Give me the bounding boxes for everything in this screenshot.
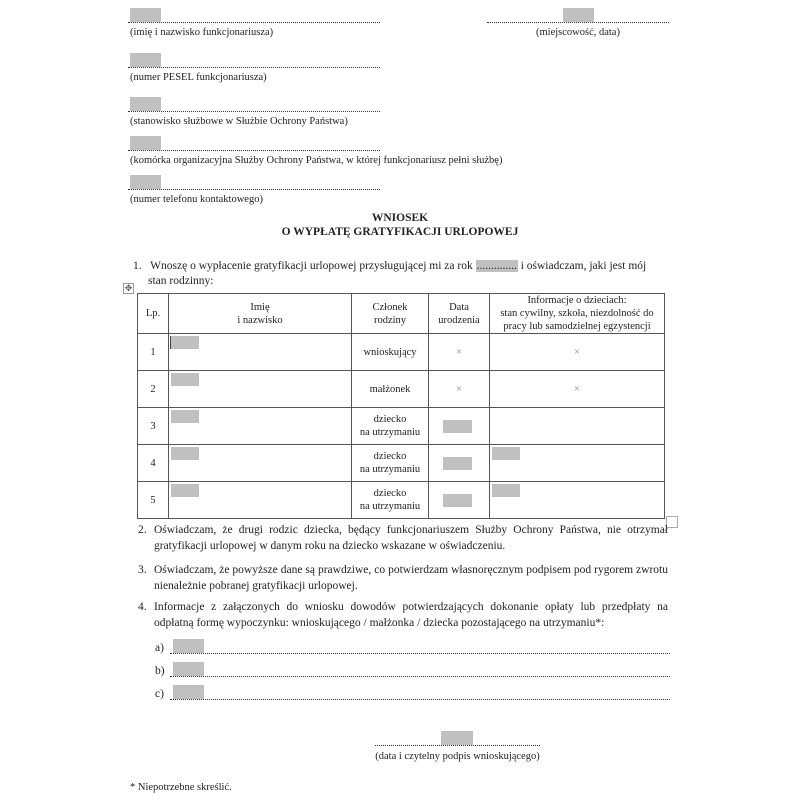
cell-fill-marker[interactable] [171, 373, 199, 386]
cell-dob[interactable] [429, 408, 490, 445]
point-1 [133, 258, 668, 274]
table-row [138, 334, 665, 371]
cell-name[interactable] [169, 408, 352, 445]
point-4 [138, 599, 668, 631]
field-line [128, 67, 380, 68]
attachment-line [170, 676, 670, 677]
field-fill-marker[interactable] [130, 136, 161, 150]
cell-lp: 3 [138, 408, 169, 445]
header-info: Informacje o dzieciach: stan cywilny, szkoła, niezdolność do pracy lub samodzielnej egzystencji [490, 294, 665, 334]
footnote: * Niepotrzebne skreślić. [130, 782, 232, 793]
point-text: Oświadczam, że powyższe dane są prawdziwe, co potwierdzam własnoręcznym podpisem pod rygorem zwrotu nienależnie pobranej gratyfikacji urlopowej. [154, 564, 668, 592]
cell-info: × [490, 371, 665, 408]
signature-fill-marker[interactable] [441, 731, 473, 745]
table-row [138, 408, 665, 445]
signature-line [375, 745, 540, 746]
field-fill-marker[interactable] [563, 8, 594, 22]
cell-dob: × [429, 371, 490, 408]
field-line [128, 111, 380, 112]
point-number: 4. [138, 601, 147, 613]
cell-fill-marker[interactable] [171, 447, 199, 460]
table-header-row [138, 294, 665, 334]
cell-fill-marker[interactable] [492, 484, 520, 497]
document-title-line2: O WYPŁATĘ GRATYFIKACJI URLOPOWEJ [281, 226, 519, 238]
cell-member: dziecko na utrzymaniu [352, 482, 429, 519]
cell-fill-marker[interactable] [171, 484, 199, 497]
attachment-fill-marker[interactable] [173, 662, 204, 676]
point-number: 3. [138, 564, 147, 576]
cell-name[interactable] [169, 482, 352, 519]
field-fill-marker[interactable] [130, 53, 161, 67]
point-1-continuation: stan rodzinny: [148, 275, 214, 287]
field-caption: (numer PESEL funkcjonariusza) [130, 72, 267, 83]
text-cursor [170, 336, 171, 349]
header-member: Członek rodziny [352, 294, 429, 334]
cell-lp: 4 [138, 445, 169, 482]
header-dob: Data urodzenia [429, 294, 490, 334]
cell-fill-marker[interactable] [171, 336, 199, 349]
field-line [128, 189, 380, 190]
field-caption: (numer telefonu kontaktowego) [130, 194, 263, 205]
attachment-label: c) [155, 688, 164, 700]
field-line [487, 22, 669, 23]
table-row [138, 445, 665, 482]
cell-member: dziecko na utrzymaniu [352, 445, 429, 482]
cell-dob[interactable] [429, 445, 490, 482]
cell-fill-marker[interactable] [443, 457, 472, 470]
field-caption: (imię i nazwisko funkcjonariusza) [130, 27, 274, 38]
document-title-line1: WNIOSEK [371, 212, 429, 224]
signature-caption: (data i czytelny podpis wnioskującego) [375, 751, 540, 762]
cell-lp: 2 [138, 371, 169, 408]
year-field[interactable]: .............. [476, 260, 517, 272]
cell-member: wnioskujący [352, 334, 429, 371]
point-number: 2. [138, 524, 147, 536]
cell-info[interactable] [490, 482, 665, 519]
cell-member: dziecko na utrzymaniu [352, 408, 429, 445]
table-row [138, 482, 665, 519]
point-text: Wnoszę o wypłacenie gratyfikacji urlopowej przysługującej mi za rok [150, 260, 473, 272]
field-fill-marker[interactable] [130, 97, 161, 111]
attachment-fill-marker[interactable] [173, 685, 204, 699]
cell-dob: × [429, 334, 490, 371]
cell-info: × [490, 334, 665, 371]
point-3 [138, 562, 668, 594]
point-text: Oświadczam, że drugi rodzic dziecka, będący funkcjonariuszem Służby Ochrony Państwa, nie otrzymał gratyfikacji urlopowej w danym roku na dziecko wskazane w oświadczeniu. [154, 524, 668, 552]
table-move-handle-icon[interactable]: ✥ [124, 283, 133, 293]
attachment-line [170, 653, 670, 654]
cell-fill-marker[interactable] [171, 410, 199, 423]
cell-name[interactable] [169, 445, 352, 482]
point-text: i oświadczam, jaki jest mój [520, 260, 647, 272]
cell-fill-marker[interactable] [492, 447, 520, 460]
cell-lp: 5 [138, 482, 169, 519]
field-caption: (komórka organizacyjna Służby Ochrony Państwa, w której funkcjonariusz pełni służbę) [130, 155, 503, 166]
table-row [138, 371, 665, 408]
cell-info[interactable] [490, 408, 665, 445]
field-line [128, 22, 380, 23]
cell-fill-marker[interactable] [443, 420, 472, 433]
cell-name[interactable] [169, 334, 352, 371]
field-fill-marker[interactable] [130, 8, 161, 22]
cell-member: małżonek [352, 371, 429, 408]
field-line [128, 150, 380, 151]
cell-lp: 1 [138, 334, 169, 371]
field-caption: (miejscowość, data) [536, 27, 620, 38]
header-lp: Lp. [138, 294, 169, 334]
cell-fill-marker[interactable] [443, 494, 472, 507]
point-2 [138, 522, 668, 554]
point-number: 1. [133, 260, 142, 272]
family-table [137, 293, 665, 519]
field-fill-marker[interactable] [130, 175, 161, 189]
field-caption: (stanowisko służbowe w Służbie Ochrony Państwa) [130, 116, 348, 127]
attachment-line [170, 699, 670, 700]
attachment-label: a) [155, 642, 164, 654]
cell-dob[interactable] [429, 482, 490, 519]
point-text: Informacje z załączonych do wniosku dowodów potwierdzających dokonanie opłaty lub przedpłaty na odpłatną formę wypoczynku: wnioskującego / małżonka / dziecka pozostającego na utrzymaniu*: [154, 601, 668, 629]
attachment-label: b) [155, 665, 165, 677]
cell-name[interactable] [169, 371, 352, 408]
header-name: Imię i nazwisko [169, 294, 352, 334]
attachment-fill-marker[interactable] [173, 639, 204, 653]
cell-info[interactable] [490, 445, 665, 482]
